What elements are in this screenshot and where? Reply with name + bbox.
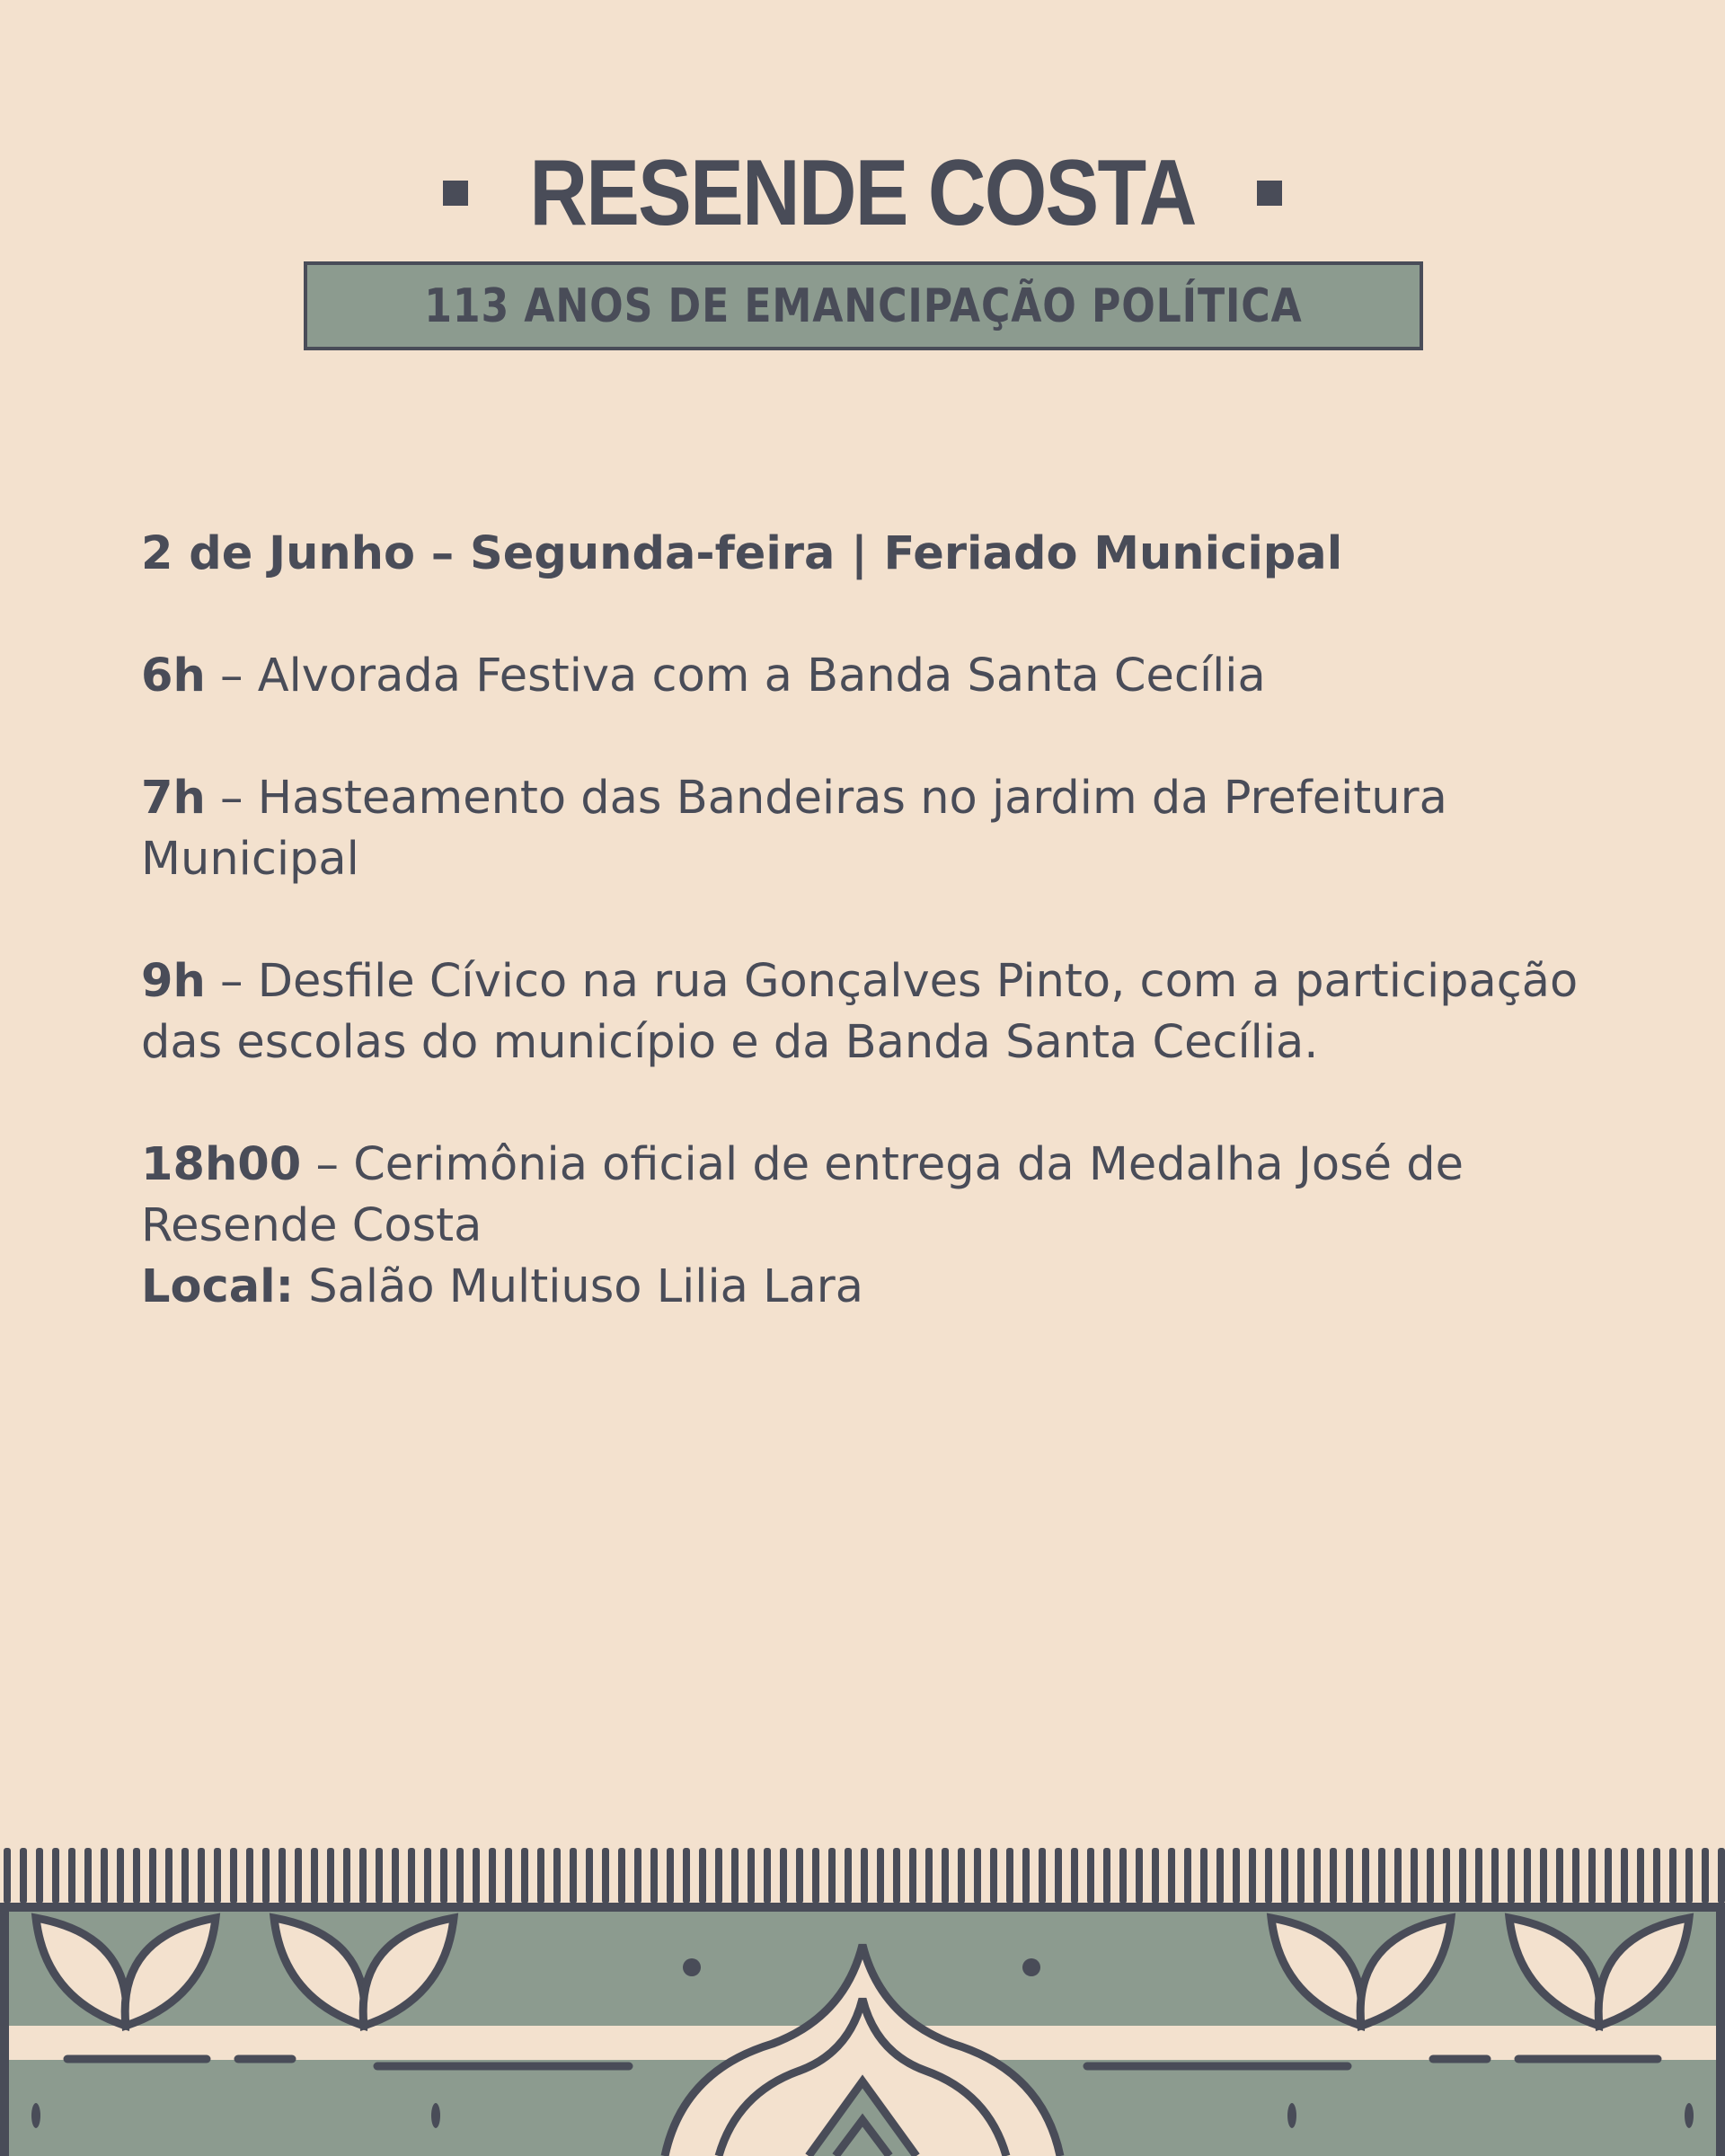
event-time: 9h [141, 955, 206, 1008]
subtitle-banner [304, 261, 1423, 350]
event-time: 18h00 [141, 1138, 302, 1191]
schedule [141, 524, 1614, 1318]
location-value: Salão Multiuso Lilia Lara [294, 1260, 863, 1313]
event-time: 7h [141, 772, 206, 825]
title-right-square [1257, 181, 1282, 206]
event-item [141, 1135, 1614, 1318]
date-line: 2 de Junho – Segunda-feira | Feriado Municipal [141, 527, 1343, 580]
subtitle: 113 ANOS DE EMANCIPAÇÃO POLÍTICA [424, 278, 1303, 333]
decorative-border [0, 1846, 1725, 2156]
event-time: 6h [141, 649, 206, 702]
event-description: – Desfile Cívico na rua Gonçalves Pinto, com a participação das escolas do município e da Banda Santa Cecília. [141, 955, 1579, 1069]
event-item [141, 646, 1614, 707]
event-description: – Hasteamento das Bandeiras no jardim da Prefeitura Municipal [141, 772, 1447, 886]
page-title: RESENDE COSTA [529, 141, 1196, 245]
event-description: – Cerimônia oficial de entrega da Medalha José de Resende Costa [141, 1138, 1464, 1252]
fringe-pattern [4, 1848, 1725, 1904]
event-description: – Alvorada Festiva com a Banda Santa Cecília [205, 649, 1266, 702]
title-row [0, 141, 1725, 245]
event-item [141, 768, 1614, 890]
title-left-square [443, 181, 468, 206]
location-label: Local: [141, 1260, 295, 1313]
event-item [141, 951, 1614, 1074]
